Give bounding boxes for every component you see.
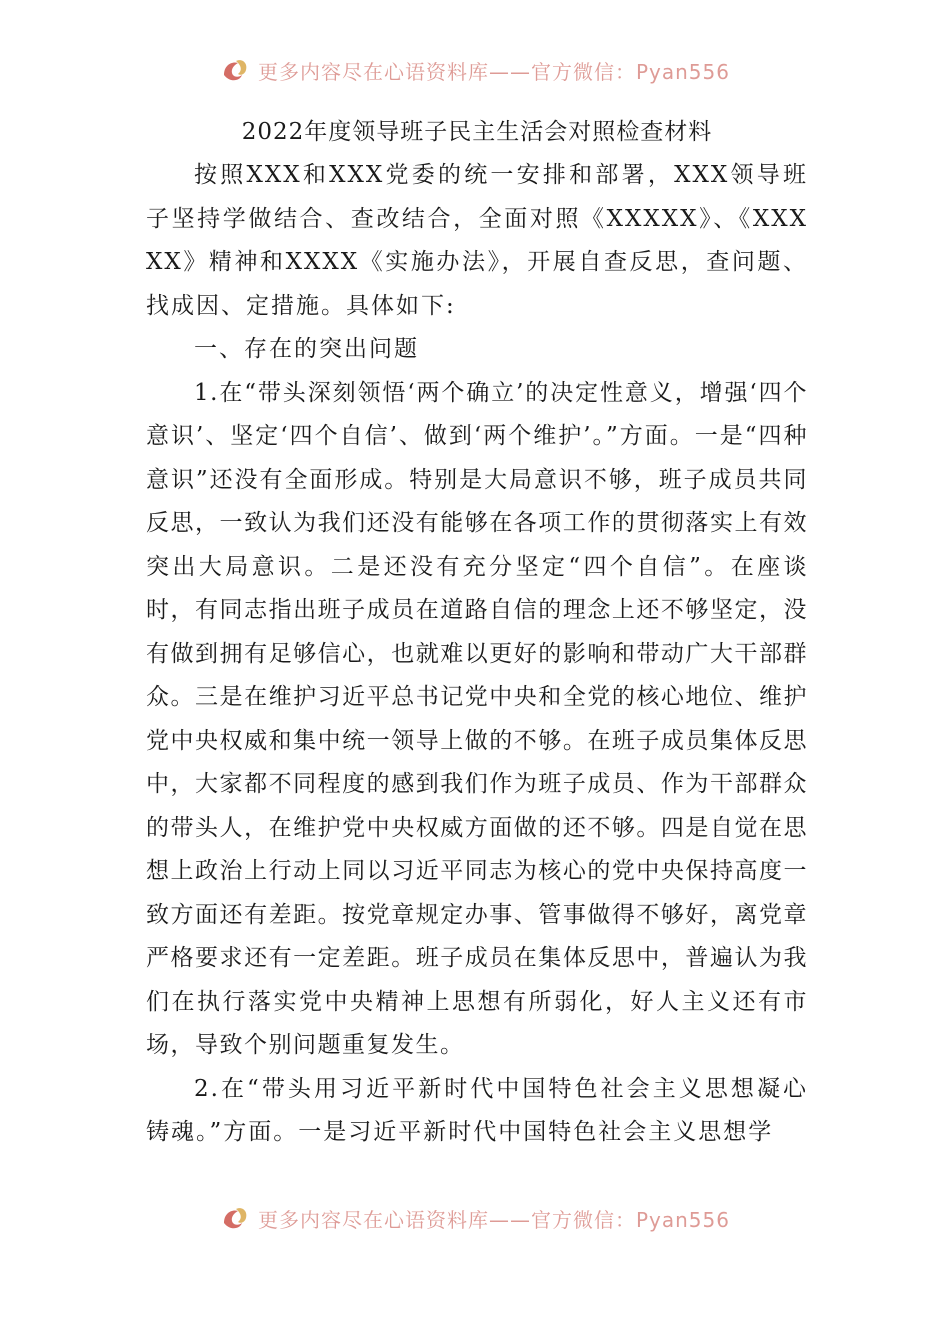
document-title: 2022年度领导班子民主生活会对照检查材料	[241, 119, 713, 145]
watermark-text: 更多内容尽在心语资料库——官方微信：Pyan556	[257, 59, 730, 84]
brand-logo-icon	[220, 55, 250, 85]
section-heading: 一、存在的突出问题	[194, 336, 419, 362]
problem-item-2: 2.在“带头用习近平新时代中国特色社会主义思想凝心铸魂。”方面。一是习近平新时代中国特色社会主义思想学	[146, 1075, 808, 1145]
brand-logo-icon	[220, 1203, 250, 1233]
watermark-text: 更多内容尽在心语资料库——官方微信：Pyan556	[257, 1207, 730, 1232]
watermark-footer	[0, 1198, 950, 1238]
watermark-header	[0, 50, 950, 90]
document-body	[146, 112, 808, 1155]
problem-item-1: 1.在“带头深刻领悟‘两个确立’的决定性意义，增强‘四个意识’、坚定‘四个自信’、做到‘两个维护’。”方面。一是“四种意识”还没有全面形成。特别是大局意识不够，班子成员共同反思，一致认为我们还没有能够在各项工作的贯彻落实上有效突出大局意识。二是还没有充分坚定“四个自信”。在座谈时，有同志指出班子成员在道路自信的理念上还不够坚定，没有做到拥有足够信心，也就难以更好的影响和带动广大干部群众。三是在维护习近平总书记党中央和全党的核心地位、维护党中央权威和集中统一领导上做的不够。在班子成员集体反思中，大家都不同程度的感到我们作为班子成员、作为干部群众的带头人，在维护党中央权威方面做的还不够。四是自觉在思想上政治上行动上同以习近平同志为核心的党中央保持高度一致方面还有差距。按党章规定办事、管事做得不够好，离党章严格要求还有一定差距。班子成员在集体反思中，普遍认为我们在执行落实党中央精神上思想有所弱化，好人主义还有市场，导致个别问题重复发生。	[146, 379, 808, 1058]
intro-paragraph: 按照XXX和XXX党委的统一安排和部署，XXX领导班子坚持学做结合、查改结合，全面对照《XXXXX》、《XXXXX》精神和XXXX《实施办法》，开展自查反思，查问题、找成因、定措施。具体如下:	[146, 162, 808, 319]
